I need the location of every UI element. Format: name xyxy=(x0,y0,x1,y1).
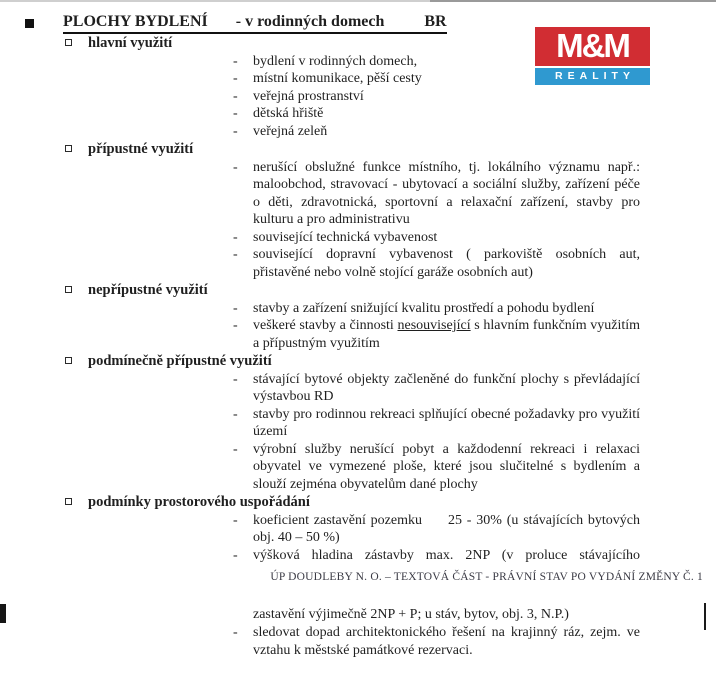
list-item xyxy=(233,406,640,441)
page-edge-mark-left xyxy=(0,604,6,623)
list-item xyxy=(233,105,640,123)
checkbox-square-icon xyxy=(65,39,72,46)
title-code: BR xyxy=(424,13,447,30)
dash-bullet: - xyxy=(233,123,238,139)
dash-bullet: - xyxy=(233,547,238,563)
list-item xyxy=(233,371,640,406)
checkbox-square-icon xyxy=(65,498,72,505)
list-item-text: dětská hřiště xyxy=(253,106,324,121)
logo-reality-text: REALITY xyxy=(555,70,635,82)
list-item xyxy=(233,246,640,281)
list-item xyxy=(233,88,640,106)
list-item xyxy=(233,229,640,247)
section-podminky-usporadani xyxy=(0,494,716,564)
document-title xyxy=(25,0,716,34)
section-hlavni-vyuziti xyxy=(0,35,716,140)
logo-mm-text: M&M xyxy=(556,27,629,64)
list-item-text xyxy=(253,317,640,352)
dash-bullet: - xyxy=(233,247,238,262)
list-item xyxy=(233,441,640,494)
logo-reality-bar xyxy=(535,68,650,85)
list-item-text: veřejná prostranství xyxy=(253,88,364,104)
section-heading-label: podmínečně přípustné využití xyxy=(88,353,272,369)
list-item xyxy=(233,300,640,318)
item-text-part: veškeré stavby a činnosti xyxy=(253,318,394,333)
list-item xyxy=(233,547,640,565)
section-heading xyxy=(65,141,716,159)
title-bullet-square-icon xyxy=(25,19,34,28)
page-two-content xyxy=(0,606,716,660)
checkbox-square-icon xyxy=(65,357,72,364)
dash-bullet: - xyxy=(233,71,238,86)
dash-bullet: - xyxy=(233,318,238,333)
list-item xyxy=(233,123,640,141)
title-text xyxy=(63,12,447,34)
section-heading xyxy=(65,353,716,371)
dash-bullet: - xyxy=(233,53,238,69)
list-item-text: veřejná zeleň xyxy=(253,123,328,139)
dash-bullet: - xyxy=(233,625,238,640)
checkbox-square-icon xyxy=(65,286,72,293)
list-item-text: stavby a zařízení snižující kvalitu prostředí a pohodu bydlení xyxy=(253,300,595,316)
dash-bullet: - xyxy=(233,441,238,457)
dash-bullet: - xyxy=(233,106,238,121)
title-main: PLOCHY BYDLENÍ xyxy=(63,13,208,30)
dash-bullet: - xyxy=(233,512,238,528)
page-edge-mark-right xyxy=(704,603,706,630)
title-subtitle: - v rodinných domech xyxy=(235,13,385,30)
carryover-line: zastavění výjimečně 2NP + P; u stáv, bytov, obj. 3, N.P.) xyxy=(253,607,569,622)
list-item-text: stavby pro rodinnou rekreaci splňující obecné požadavky pro využití území xyxy=(253,406,640,439)
list-item xyxy=(233,624,640,660)
item-text-part: s hlavním funkčním využitím a přípustným využitím xyxy=(253,318,641,351)
page-footer: ÚP DOUDLEBY N. O. – TEXTOVÁ ČÁST - PRÁVNÍ STAV PO VYDÁNÍ ZMĚNY Č. 1 xyxy=(270,571,703,583)
list-item xyxy=(233,159,640,229)
section-heading xyxy=(65,35,716,53)
list-item-text: místní komunikace, pěší cesty xyxy=(253,71,422,86)
section-podminecne-pripustne xyxy=(0,353,716,493)
dash-bullet: - xyxy=(233,406,238,422)
underlined-word: nesouvisející xyxy=(397,318,471,333)
section-heading-label: přípustné využití xyxy=(88,141,194,157)
section-heading-label: nepřípustné využití xyxy=(88,282,208,298)
list-item-text: výšková hladina zástavby max. 2NP (v proluce stávajícího xyxy=(253,547,640,563)
dash-bullet: - xyxy=(233,300,238,316)
list-item xyxy=(233,317,640,352)
list-item xyxy=(233,512,640,547)
dash-bullet: - xyxy=(233,88,238,104)
list-item-text: výrobní služby nerušící pobyt a každodenní rekreaci i relaxaci obyvatel ve vymezené ploše, které jsou slučitelné s bydlením a slouží zejména obyvatelům dané plochy xyxy=(253,441,640,492)
section-heading xyxy=(65,494,716,512)
list-item-text xyxy=(253,512,640,547)
checkbox-square-icon xyxy=(65,145,72,152)
dash-bullet: - xyxy=(233,159,238,175)
list-item-text: nerušící obslužné funkce místního, tj. lokálního významu např.: maloobchod, stravovací - ubytovací a sociální služby, zařízení péče o děti, zdravotnická, sportovní a relaxační zařízení, stavby pro kulturu a pro administrativu xyxy=(253,159,640,227)
list-item-text: stávající bytové objekty začleněné do funkční plochy s převládající výstavbou RD xyxy=(253,371,640,404)
section-pripustne-vyuziti xyxy=(0,141,716,281)
section-heading-label: hlavní využití xyxy=(88,35,173,51)
list-item-text: související dopravní vybavenost ( parkoviště osobních aut, přistavěné nebo volně stojící garáže osobních aut) xyxy=(253,247,640,280)
item-text-part: koeficient zastavění pozemku xyxy=(253,512,422,528)
dash-bullet: - xyxy=(233,229,238,245)
section-nepripustne-vyuziti xyxy=(0,282,716,352)
list-item-text: související technická vybavenost xyxy=(253,229,438,245)
section-heading-label: podmínky prostorového uspořádání xyxy=(88,494,310,510)
item-text-part: 25 - 30% (u stávajících bytových obj. 40 – 50 %) xyxy=(253,512,641,545)
section-heading xyxy=(65,282,716,300)
list-item-text: bydlení v rodinných domech, xyxy=(253,53,418,69)
list-item-text: sledovat dopad architektonického řešení na krajinný ráz, zejm. ve vztahu k městské památkové rezervaci. xyxy=(253,625,640,658)
dash-bullet: - xyxy=(233,371,238,387)
